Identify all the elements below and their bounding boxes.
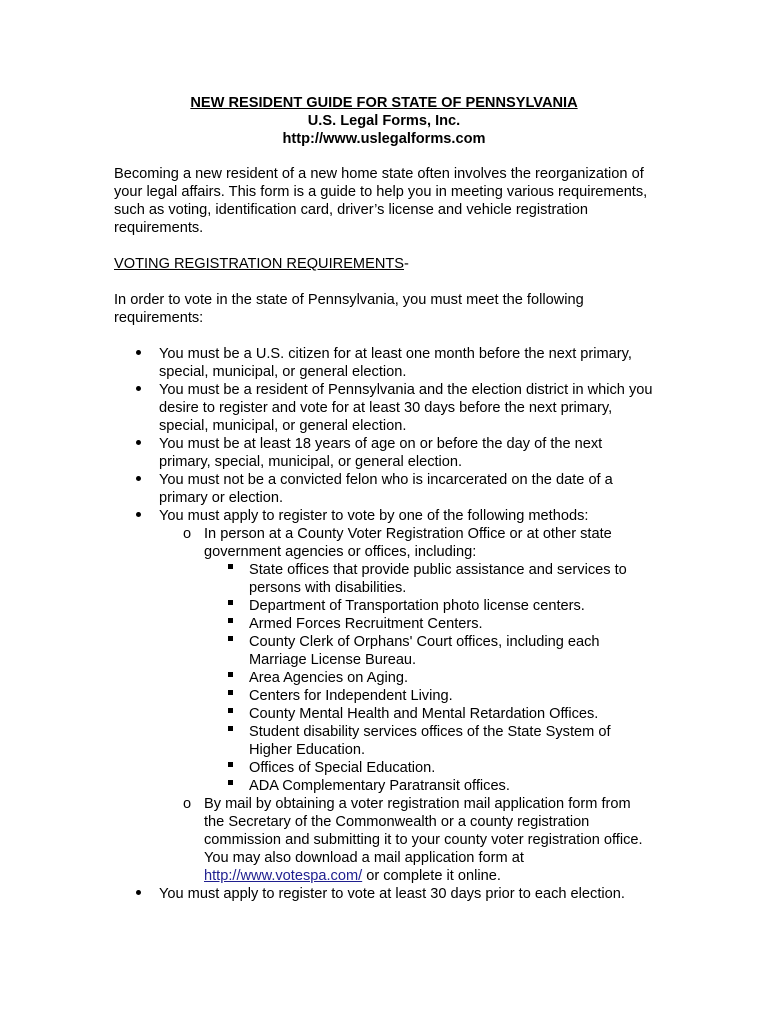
list-item [114, 381, 654, 435]
voting-section-heading [114, 255, 654, 273]
list-item [114, 885, 654, 903]
list-item [204, 633, 654, 669]
voting-heading-text: VOTING REGISTRATION REQUIREMENTS [114, 256, 405, 272]
bullet-icon [132, 507, 144, 525]
bullet-icon [132, 885, 144, 903]
requirement-text: You must apply to register to vote at least 30 days prior to each election. [159, 886, 625, 902]
square-bullet-icon [224, 687, 236, 705]
document-page [114, 94, 654, 903]
document-title: NEW RESIDENT GUIDE FOR STATE OF PENNSYLVANIA [190, 95, 578, 111]
bullet-icon [132, 381, 144, 399]
list-item [114, 345, 654, 381]
office-text: Department of Transportation photo license centers. [249, 598, 585, 614]
list-item [114, 435, 654, 471]
office-text: Offices of Special Education. [249, 760, 436, 776]
list-item [159, 525, 654, 795]
offices-list [204, 561, 654, 795]
bullet-icon [132, 435, 144, 453]
list-item [204, 561, 654, 597]
office-text: ADA Complementary Paratransit offices. [249, 778, 510, 794]
list-item [159, 795, 654, 885]
company-url: http://www.uslegalforms.com [282, 131, 486, 147]
list-item [204, 669, 654, 687]
intro-paragraph: Becoming a new resident of a new home state often involves the reorganization of your legal affairs. This form is a guide to help you in meeting various requirements, such as voting, identification card, driver’s license and vehicle registration requirements. [114, 166, 648, 236]
office-text: Student disability services offices of the State System of Higher Education. [249, 724, 611, 758]
office-text: County Clerk of Orphans' Court offices, including each Marriage License Bureau. [249, 634, 600, 668]
method-suffix: or complete it online. [362, 868, 501, 884]
circle-bullet-icon: o [182, 796, 192, 812]
office-text: Centers for Independent Living. [249, 688, 453, 704]
company-name: U.S. Legal Forms, Inc. [307, 113, 461, 129]
bullet-icon [132, 345, 144, 363]
list-item [204, 705, 654, 723]
requirement-text: You must not be a convicted felon who is incarcerated on the date of a primary or election. [159, 472, 613, 506]
list-item [204, 759, 654, 777]
list-item [204, 723, 654, 759]
circle-bullet-icon: o [182, 526, 192, 542]
list-item [114, 507, 654, 885]
voting-requirements-list [114, 345, 654, 903]
list-item [204, 777, 654, 795]
office-text: State offices that provide public assistance and services to persons with disabilities. [249, 562, 627, 596]
voting-heading-suffix: - [404, 256, 409, 272]
list-item [204, 687, 654, 705]
square-bullet-icon [224, 705, 236, 723]
votespa-link[interactable]: http://www.votespa.com/ [204, 868, 363, 884]
square-bullet-icon [224, 723, 236, 741]
list-item [204, 615, 654, 633]
requirement-text: You must apply to register to vote by one of the following methods: [159, 508, 589, 524]
method-text: By mail by obtaining a voter registration mail application form from the Secretary of the Commonwealth or a county registration commission and submitting it to your county voter registration office. You may also download a mail application form at [204, 796, 643, 866]
square-bullet-icon [224, 615, 236, 633]
method-text: In person at a County Voter Registration Office or at other state government agencies or offices, including: [204, 526, 612, 560]
square-bullet-icon [224, 777, 236, 795]
square-bullet-icon [224, 597, 236, 615]
office-text: County Mental Health and Mental Retardation Offices. [249, 706, 599, 722]
voting-lead-paragraph: In order to vote in the state of Pennsylvania, you must meet the following requirements: [114, 292, 584, 326]
bullet-icon [132, 471, 144, 489]
document-header [114, 94, 654, 148]
requirement-text: You must be a U.S. citizen for at least one month before the next primary, special, municipal, or general election. [159, 346, 632, 380]
list-item [204, 597, 654, 615]
requirement-text: You must be a resident of Pennsylvania and the election district in which you desire to register and vote for at least 30 days before the next primary, special, municipal, or general election. [159, 382, 653, 434]
square-bullet-icon [224, 633, 236, 651]
office-text: Armed Forces Recruitment Centers. [249, 616, 483, 632]
square-bullet-icon [224, 561, 236, 579]
office-text: Area Agencies on Aging. [249, 670, 409, 686]
requirement-text: You must be at least 18 years of age on or before the day of the next primary, special, municipal, or general election. [159, 436, 603, 470]
square-bullet-icon [224, 759, 236, 777]
list-item [114, 471, 654, 507]
square-bullet-icon [224, 669, 236, 687]
registration-methods-list [159, 525, 654, 885]
